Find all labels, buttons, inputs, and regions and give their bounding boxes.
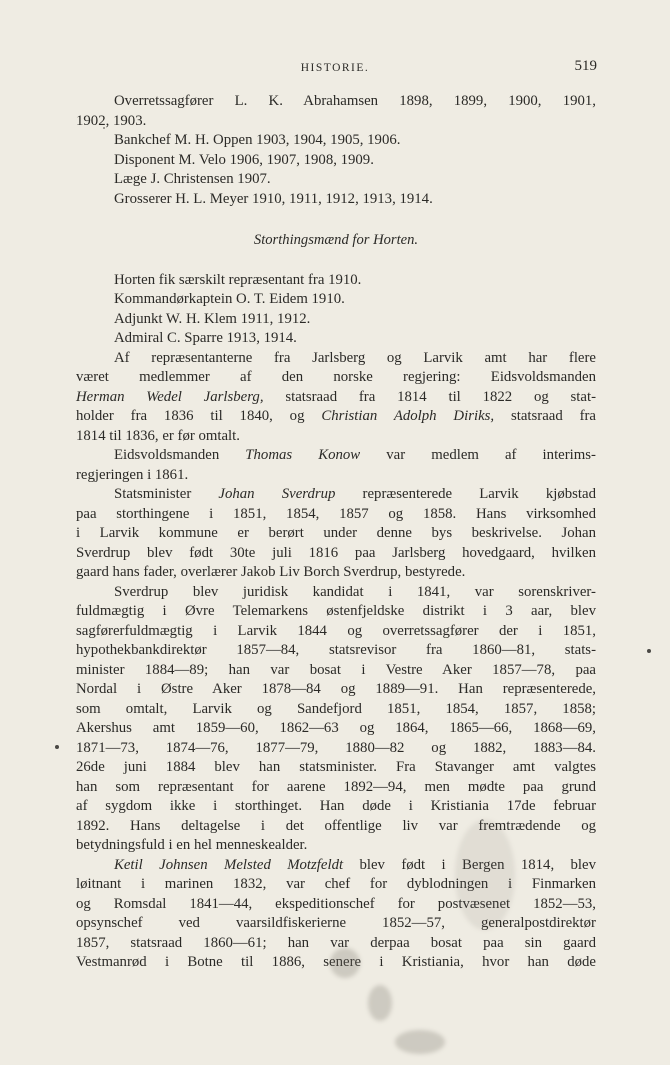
running-head: HISTORIE. xyxy=(300,62,370,74)
person-name: Christian Adolph Diriks, xyxy=(321,408,495,424)
text-line: Akershus amt 1859—60, 1862—63 og 1864, 1865—66, 1868—69, xyxy=(76,720,596,736)
text-line: Sverdrup blev født 30te juli 1816 paa Jarlsberg hovedgaard, hvilken xyxy=(76,544,596,561)
text-line: Kommandørkaptein O. T. Eidem 1910. xyxy=(114,291,345,307)
text-line: hypothekbankdirektør 1857—84, statsrevisor fra 1860—81, stats- xyxy=(76,642,596,658)
text-span: repræsenterede Larvik kjøbstad xyxy=(335,486,596,502)
text-line: 1814 til 1836, er før omtalt. xyxy=(76,427,240,444)
text-line: sagførerfuldmægtig i Larvik 1844 og overretssagfører der i 1851, xyxy=(76,622,596,639)
text-span: statsraad fra 1814 til 1822 og stat- xyxy=(263,388,596,405)
text-span: Eidsvoldsmanden xyxy=(114,447,246,463)
paper-stain xyxy=(395,1030,445,1054)
spacer xyxy=(76,209,596,231)
text-line: Adjunkt W. H. Klem 1911, 1912. xyxy=(114,310,311,327)
text-line: Sverdrup blev juridisk kandidat i 1841, var sorenskriver- xyxy=(114,583,596,600)
text-line: været medlemmer af den norske regjering: Eidsvoldsmanden xyxy=(76,369,596,385)
text-line: Horten fik særskilt repræsentant fra 1910. xyxy=(114,271,362,288)
text-line: 1892. Hans deltagelse i det offentlige liv var fremtrædende og xyxy=(76,817,596,834)
text-line: Af repræsentanterne fra Jarlsberg og Larvik amt har flere xyxy=(114,349,596,366)
text-line: i Larvik kommune er berørt under denne bys beskrivelse. Johan xyxy=(76,525,596,541)
person-name: Johan Sverdrup xyxy=(218,486,336,502)
text-span: blev født i Bergen 1814, blev xyxy=(343,856,596,873)
text-line: 26de juni 1884 blev han statsminister. Fra Stavanger amt valgtes xyxy=(76,759,596,775)
text-line xyxy=(76,388,596,408)
text-line: gaard hans fader, overlærer Jakob Liv Borch Sverdrup, bestyrede. xyxy=(76,564,466,580)
text-line: Vestmanrød i Botne til 1886, senere i Kristiania, hvor han døde xyxy=(76,954,596,970)
paper-stain xyxy=(455,820,515,930)
text-line: opsynschef ved vaarsildfiskerierne 1852—57, generalpostdirektør xyxy=(76,915,596,931)
text-line: paa storthingene i 1851, 1854, 1857 og 1858. Hans virksomhed xyxy=(76,505,596,522)
paper-stain xyxy=(368,985,392,1021)
person-name: Thomas Konow xyxy=(245,447,361,463)
text-line: Disponent M. Velo 1906, 1907, 1908, 1909. xyxy=(114,151,374,168)
person-name: Herman Wedel Jarlsberg, xyxy=(76,388,264,405)
text-line: Bankchef M. H. Oppen 1903, 1904, 1905, 1906. xyxy=(114,132,401,148)
spacer xyxy=(76,251,596,271)
text-span: Statsminister xyxy=(114,486,219,502)
margin-speck xyxy=(55,745,59,749)
text-line: som omtalt, Larvik og Sandefjord 1851, 1854, 1857, 1858; xyxy=(76,700,596,717)
text-line: minister 1884—89; han var bosat i Vestre Aker 1857—78, paa xyxy=(76,661,596,678)
text-line xyxy=(76,407,596,427)
paper-stain xyxy=(330,948,360,978)
text-line: fuldmægtig i Øvre Telemarkens østenfjeldske distrikt i 3 aar, blev xyxy=(76,603,596,619)
text-line: regjeringen i 1861. xyxy=(76,466,189,483)
text-line: Admiral C. Sparre 1913, 1914. xyxy=(114,330,297,346)
text-span: holder fra 1836 til 1840, og xyxy=(76,408,322,424)
person-name: Ketil Johnsen Melsted Motzfeldt xyxy=(114,856,344,873)
text-line: 1871—73, 1874—76, 1877—79, 1880—82 og 1882, 1883—84. xyxy=(76,739,596,756)
text-line: Nordal i Østre Aker 1878—84 og 1889—91. Han repræsenterede, xyxy=(76,681,596,697)
text-line: 1902, 1903. xyxy=(76,112,147,129)
text-line: 1857, statsraad 1860—61; han var derpaa bosat paa sin gaard xyxy=(76,934,596,951)
section-heading: Storthingsmænd for Horten. xyxy=(253,232,419,248)
text-line: og Romsdal 1841—44, ekspeditionschef for postvæsenet 1852—53, xyxy=(76,895,596,912)
text-line xyxy=(76,485,596,505)
page-header xyxy=(0,58,670,82)
text-span: statsraad fra xyxy=(494,408,596,424)
text-span: var medlem af interims- xyxy=(360,447,596,463)
body-text xyxy=(76,92,596,973)
text-line: løitnant i marinen 1832, var chef for dyblodningen i Finmarken xyxy=(76,876,596,892)
margin-speck xyxy=(647,649,651,653)
text-line: Læge J. Christensen 1907. xyxy=(114,171,271,187)
text-line xyxy=(76,446,596,466)
text-line xyxy=(76,856,596,876)
text-line: han som repræsentant for aarene 1892—94, men mødte paa grund xyxy=(76,778,596,795)
text-line: Overretssagfører L. K. Abrahamsen 1898, 1899, 1900, 1901, xyxy=(114,93,596,109)
text-line: betydningsfuld i en hel menneskealder. xyxy=(76,837,308,853)
text-line: Grosserer H. L. Meyer 1910, 1911, 1912, 1913, 1914. xyxy=(114,190,433,207)
text-line: af sygdom ikke i storthinget. Han døde i Kristiania 17de februar xyxy=(76,798,596,814)
page-number: 519 xyxy=(574,58,597,74)
